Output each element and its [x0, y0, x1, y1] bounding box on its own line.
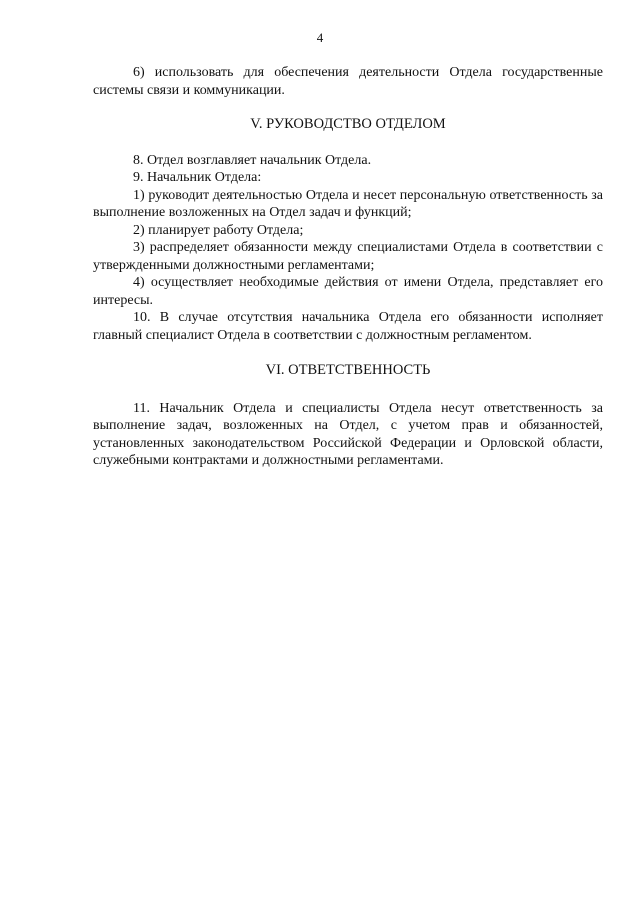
section-heading-v: V. РУКОВОДСТВО ОТДЕЛОМ [250, 116, 446, 132]
document-body [93, 64, 603, 470]
page-number: 4 [316, 30, 324, 45]
paragraph-9: 9. Начальник Отдела: [133, 170, 262, 185]
paragraph-item-6: 6) использовать для обеспечения деятельности Отдела государственные системы связи и коммуникации. [93, 65, 603, 98]
paragraph-9-1: 1) руководит деятельностью Отдела и несет персональную ответственность за выполнение возложенных на Отдел задач и функций; [93, 187, 603, 220]
section-heading-vi: VI. ОТВЕТСТВЕННОСТЬ [265, 362, 431, 378]
paragraph-9-2: 2) планирует работу Отдела; [133, 222, 304, 238]
paragraph-11: 11. Начальник Отдела и специалисты Отдела несут ответственность за выполнение задач, возложенных на Отдел, с учетом прав и обязанностей, установленных законодательством Российской Федерации и Орловской области, служебными контрактами и должностными регламентами. [93, 400, 603, 468]
paragraph-9-4: 4) осуществляет необходимые действия от имени Отдела, представляет его интересы. [93, 275, 603, 308]
paragraph-9-3: 3) распределяет обязанности между специалистами Отдела в соответствии с утвержденными должностными регламентами; [93, 240, 603, 273]
paragraph-10: 10. В случае отсутствия начальника Отдела его обязанности исполняет главный специалист Отдела в соответствии с должностным регламентом. [93, 310, 603, 343]
paragraph-8: 8. Отдел возглавляет начальник Отдела. [133, 152, 372, 168]
